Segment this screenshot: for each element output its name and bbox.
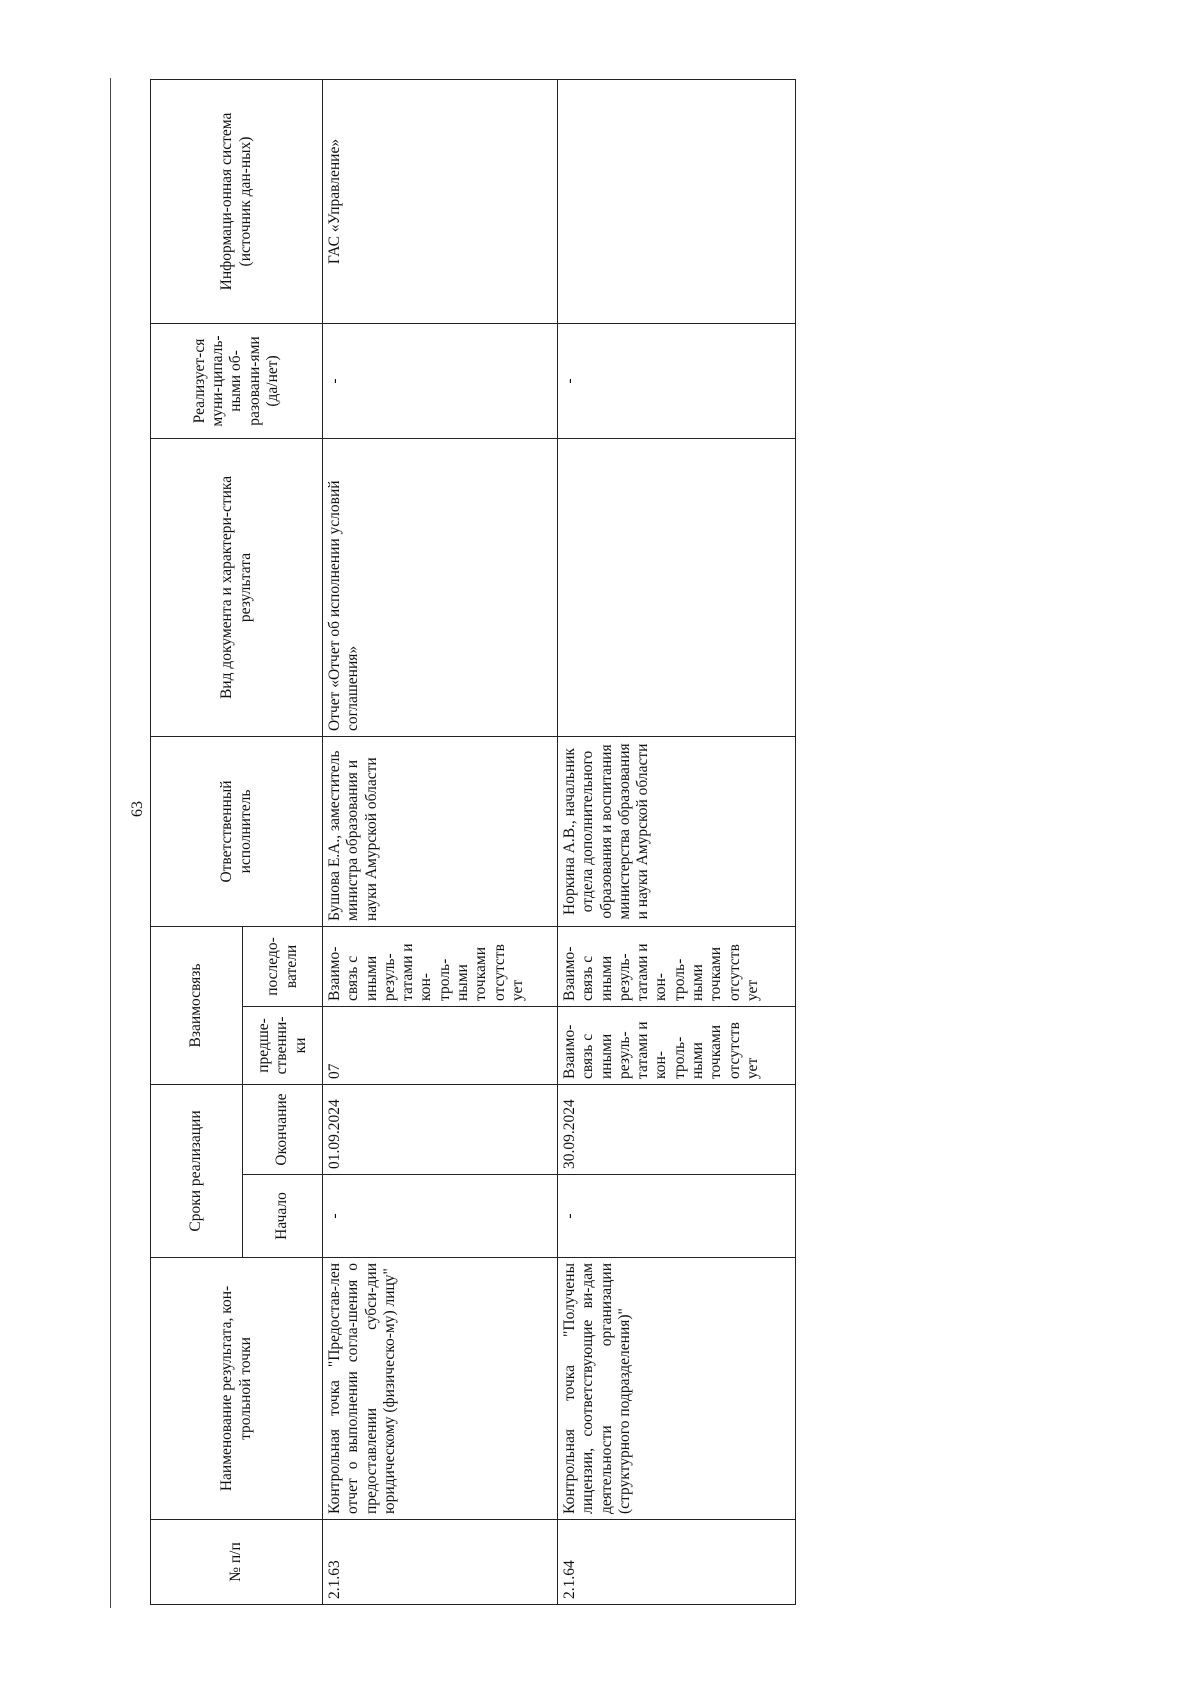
row-successors: Взаимо-связь с иными резуль-татами и кон-троль-ными точками отсутств ует [323, 926, 558, 1006]
row-num: 2.1.63 [323, 1520, 558, 1605]
header-responsible: Ответственный исполнитель [151, 736, 323, 926]
row-end: 30.09.2024 [558, 1084, 796, 1174]
header-terms: Сроки реализации [151, 1084, 243, 1257]
row-name: Контрольная точка "Предостав-лен отчет о выполнении согла-шения о предоставлении субси-дии юридическому (физическо-му) лицу" [323, 1258, 558, 1520]
row-name: Контрольная точка "Получены лицензии, соответствующие ви-дам деятельности организации (структурного подразделения)" [558, 1258, 796, 1520]
row-start: - [558, 1175, 796, 1258]
control-points-table [150, 79, 796, 1605]
header-successors: последо-ватели [243, 926, 323, 1006]
row-municipal: - [558, 323, 796, 438]
row-responsible: Бушова Е.А., заместитель министра образования и науки Амурской области [323, 736, 558, 926]
header-predecessors: предше-ственни-ки [243, 1006, 323, 1084]
header-info-system: Информаци-онная система (источник дан-ных) [151, 79, 323, 323]
header-num: № п/п [151, 1520, 323, 1605]
row-info-system: ГАС «Управление» [323, 79, 558, 323]
row-predecessors: Взаимо-связь с иными резуль-татами и кон-троль-ными точками отсутств ует [558, 1006, 796, 1084]
header-end: Окончание [243, 1084, 323, 1174]
row-end: 01.09.2024 [323, 1084, 558, 1174]
row-start: - [323, 1175, 558, 1258]
header-name: Наименование результата, кон-трольной точки [151, 1258, 323, 1520]
row-municipal: - [323, 323, 558, 438]
row-responsible: Норкина А.В., начальник отдела дополнительного образования и воспитания министерства образования и науки Амурской области [558, 736, 796, 926]
row-document [558, 438, 796, 736]
margin-rule [110, 78, 111, 1608]
rotated-table-container [150, 80, 795, 1605]
row-info-system [558, 79, 796, 323]
row-predecessors: 07 [323, 1006, 558, 1084]
header-municipal: Реализует-ся муни-ципаль-ными об-разовани-ями (да/нет) [151, 323, 323, 438]
table-row [558, 79, 796, 1604]
row-num: 2.1.64 [558, 1520, 796, 1605]
header-document: Вид документа и характери-стика результата [151, 438, 323, 736]
header-link: Взаимосвязь [151, 926, 243, 1084]
table-row [323, 79, 558, 1604]
row-document: Отчет «Отчет об исполнении условий соглашения» [323, 438, 558, 736]
row-successors: Взаимо-связь с иными резуль-татами и кон-троль-ными точками отсутств ует [558, 926, 796, 1006]
page-number: 63 [129, 801, 146, 817]
header-start: Начало [243, 1175, 323, 1258]
